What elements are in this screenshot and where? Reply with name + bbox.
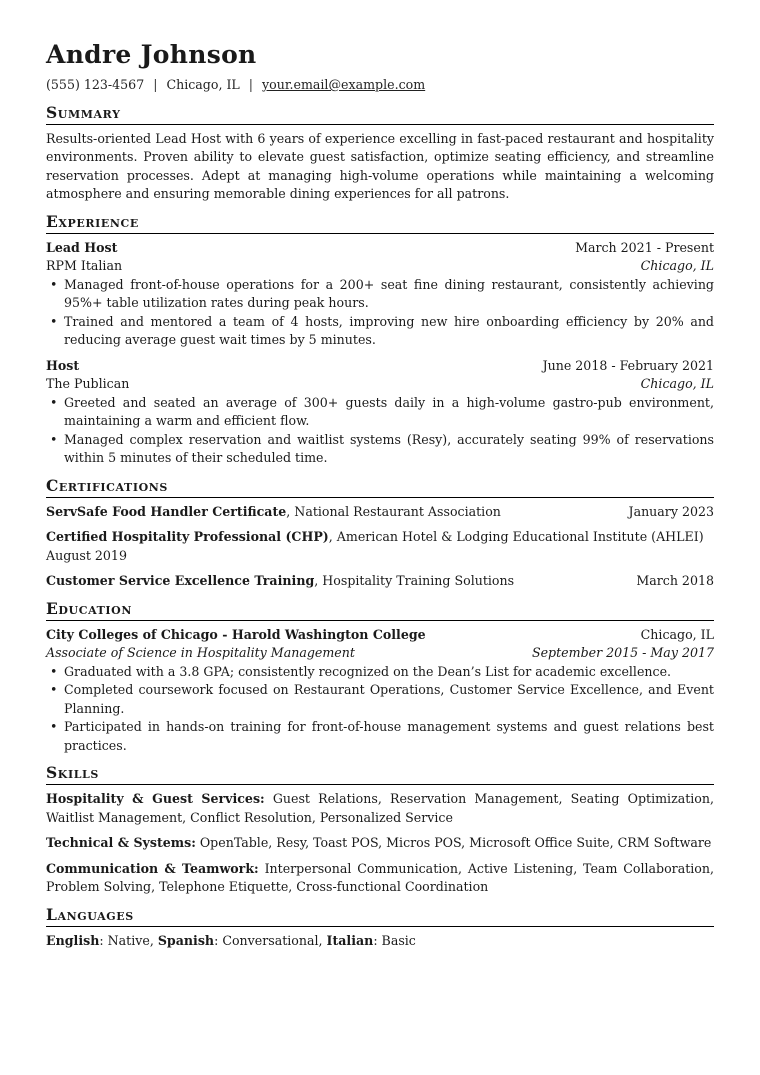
school-location: Chicago, IL <box>640 626 714 642</box>
contact-separator: | <box>248 77 254 92</box>
job-location: Chicago, IL <box>640 376 714 391</box>
certification-issuer: , American Hotel & Lodging Educational Institute (AHLEI) <box>328 529 704 544</box>
job-bullet: • Managed complex reservation and waitlist systems (Resy), accurately seating 99% of reservations within 5 minutes of their scheduled time. <box>64 431 714 468</box>
certification-issuer: , Hospitality Training Solutions <box>314 573 515 588</box>
section-heading: Education <box>46 599 714 621</box>
education-bullet: • Graduated with a 3.8 GPA; consistently recognized on the Dean’s List for academic excellence. <box>64 663 714 682</box>
job-bullet: • Trained and mentored a team of 4 hosts, improving new hire onboarding efficiency by 20% and reducing average guest wait times by 5 minutes. <box>64 313 714 350</box>
skill-text: Guest Relations, Reservation Management, Seating Optimization, Waitlist Management, Conflict Resolution, Personalized Service <box>46 791 714 825</box>
certification-name: Certified Hospitality Professional (CHP) <box>46 529 329 544</box>
skill-label: Hospitality & Guest Services: <box>46 791 265 806</box>
contact-separator: | <box>153 77 158 92</box>
summary-section <box>46 103 714 204</box>
skill-group <box>46 860 714 897</box>
language-name: Spanish <box>157 932 215 948</box>
phone-number: (555) 123-4567 <box>46 77 145 92</box>
education-section <box>46 599 714 756</box>
language-name: English <box>46 932 100 948</box>
certification-item <box>46 528 714 565</box>
certification-issuer: , National Restaurant Association <box>286 503 501 519</box>
language-level: : Native, <box>99 932 158 948</box>
school-name: City Colleges of Chicago - Harold Washington College <box>46 626 426 642</box>
job-bullet: • Managed front-of-house operations for a 200+ seat fine dining restaurant, consistently achieving 95%+ table utilization rates during peak hours. <box>64 276 714 313</box>
job-entry <box>46 357 714 468</box>
section-heading: Languages <box>46 905 714 927</box>
job-company: RPM Italian <box>46 258 123 273</box>
certification-item <box>46 503 714 522</box>
language-level: : Basic <box>373 932 416 948</box>
job-dates: March 2021 - Present <box>575 239 714 255</box>
education-bullet: • Completed coursework focused on Restaurant Operations, Customer Service Excellence, and Event Planning. <box>64 681 714 718</box>
skill-text: OpenTable, Resy, Toast POS, Micros POS, Microsoft Office Suite, CRM Software <box>195 835 712 850</box>
job-role: Host <box>46 357 80 373</box>
section-heading: Certifications <box>46 476 714 498</box>
section-heading: Skills <box>46 763 714 785</box>
section-heading: Experience <box>46 212 714 234</box>
languages-line <box>46 932 714 951</box>
job-entry <box>46 239 714 350</box>
summary-text: Results-oriented Lead Host with 6 years of experience excelling in fast-paced restaurant and hospitality environments. Proven ability to elevate guest satisfaction, optimize seating efficiency, and streamline reservation processes. Adept at managing high-volume operations while maintaining a welcoming atmosphere and ensuring memorable dining experiences for all patrons. <box>46 130 714 201</box>
certification-item <box>46 572 714 591</box>
location-text: Chicago, IL <box>166 77 240 92</box>
job-role: Lead Host <box>46 239 118 255</box>
language-level: : Conversational, <box>214 932 327 948</box>
experience-section <box>46 212 714 468</box>
certification-date: August 2019 <box>46 547 127 563</box>
degree-name: Associate of Science in Hospitality Management <box>46 645 355 660</box>
certification-name: Customer Service Excellence Training <box>46 573 315 588</box>
email-link[interactable]: your.email@example.com <box>262 77 426 92</box>
skill-label: Technical & Systems: <box>46 835 196 850</box>
education-dates: September 2015 - May 2017 <box>531 645 714 660</box>
skill-group <box>46 834 714 853</box>
certification-name: ServSafe Food Handler Certificate <box>46 503 287 519</box>
section-heading: Summary <box>46 103 714 125</box>
job-location: Chicago, IL <box>640 258 714 273</box>
skill-label: Communication & Teamwork: <box>46 860 259 876</box>
skill-text: Interpersonal Communication, Active Listening, Team Collaboration, Problem Solving, Telephone Etiquette, Cross-functional Coordination <box>46 860 714 894</box>
job-dates: June 2018 - February 2021 <box>542 357 714 373</box>
skill-group <box>46 790 714 827</box>
certification-date: January 2023 <box>628 503 714 519</box>
job-bullet: • Greeted and seated an average of 300+ guests daily in a high-volume gastro-pub environment, maintaining a warm and efficient flow. <box>64 394 714 431</box>
certifications-section <box>46 476 714 591</box>
skills-section <box>46 763 714 897</box>
education-bullet: • Participated in hands-on training for front-of-house management systems and guest relations best practices. <box>64 718 714 755</box>
candidate-name: Andre Johnson <box>46 40 257 69</box>
language-name: Italian <box>326 932 374 948</box>
contact-line <box>46 76 714 95</box>
job-company: The Publican <box>46 376 130 391</box>
languages-section <box>46 905 714 951</box>
certification-date: March 2018 <box>636 573 714 588</box>
